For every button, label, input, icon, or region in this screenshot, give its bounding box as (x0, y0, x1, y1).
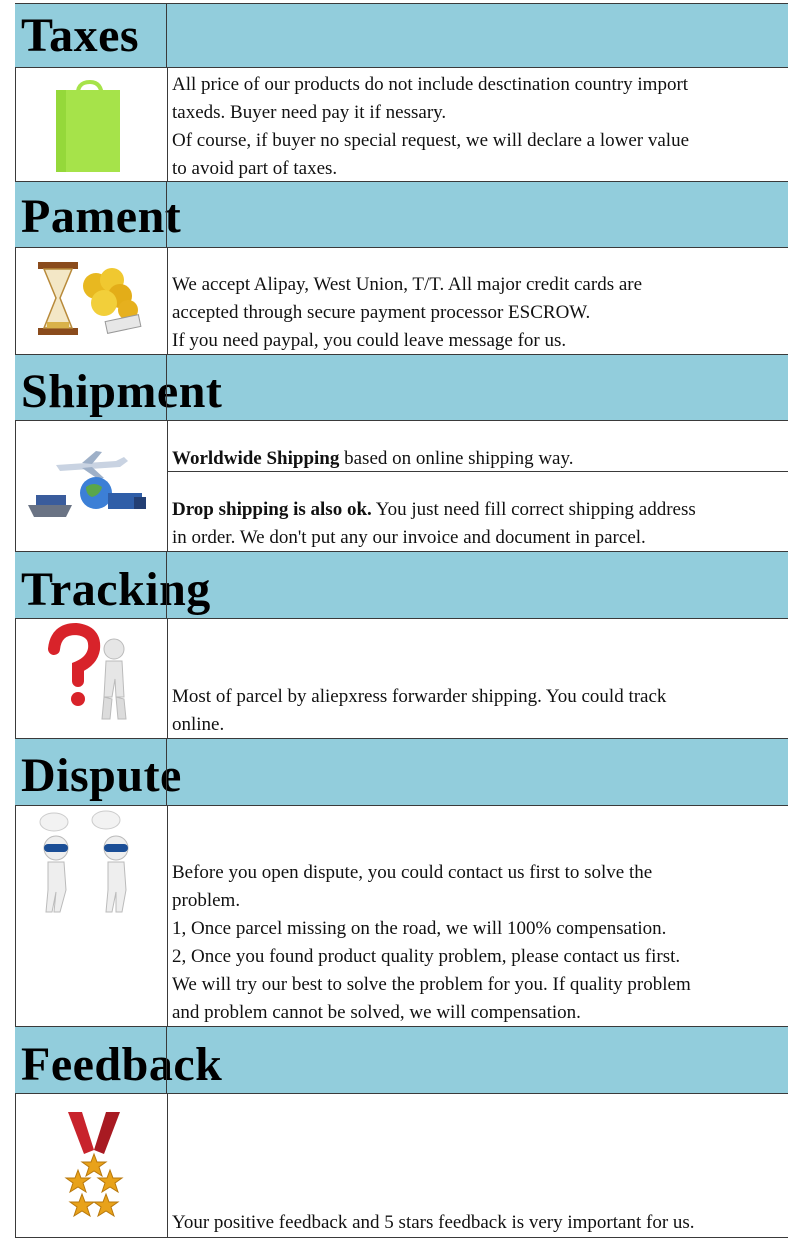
shipment-line-3: in order. We don't put any our invoice and document in parcel. (172, 527, 646, 548)
payment-line-3: If you need paypal, you could leave message for us. (172, 330, 567, 351)
dispute-line-3: 1, Once parcel missing on the road, we will 100% compensation. (172, 918, 667, 939)
shipment-line-2 (172, 496, 784, 524)
worldwide-shipping-text: based on online shipping way. (339, 448, 574, 469)
dispute-row (15, 806, 788, 1026)
dispute-line-2: problem. (172, 890, 241, 911)
taxes-header (15, 3, 788, 68)
taxes-title: Taxes (21, 9, 140, 62)
hourglass-coins-icon (16, 248, 167, 354)
question-person-icon (16, 619, 167, 738)
tracking-title: Tracking (21, 563, 211, 616)
worldwide-shipping-label: Worldwide Shipping (172, 448, 340, 469)
shopping-bag-icon (16, 68, 167, 181)
payment-line-1: We accept Alipay, West Union, T/T. All major credit cards are (172, 274, 643, 295)
dispute-line-4: 2, Once you found product quality problem, please contact us first. (172, 946, 681, 967)
payment-header (15, 181, 788, 248)
tracking-line-2: online. (172, 714, 225, 735)
medal-stars-icon (16, 1094, 167, 1237)
tracking-header (15, 551, 788, 619)
tracking-row (15, 619, 788, 738)
taxes-line-3: Of course, if buyer no special request, we will declare a lower value (172, 130, 690, 151)
dispute-line-6: and problem cannot be solved, we will compensation. (172, 1002, 581, 1023)
payment-title: Pament (21, 190, 182, 243)
tracking-line-1: Most of parcel by aliepxress forwarder shipping. You could track (172, 686, 667, 707)
feedback-line-1: Your positive feedback and 5 stars feedback is very important for us. (172, 1212, 695, 1233)
drop-shipping-label: Drop shipping is also ok. (172, 499, 372, 520)
taxes-line-4: to avoid part of taxes. (172, 158, 338, 179)
feedback-header (15, 1026, 788, 1094)
feedback-row (15, 1094, 788, 1238)
dispute-title: Dispute (21, 749, 182, 802)
payment-line-2: accepted through secure payment processor ESCROW. (172, 302, 591, 323)
shipment-row (15, 421, 788, 551)
drop-shipping-text: You just need fill correct shipping address (371, 499, 696, 520)
taxes-line-1: All price of our products do not include desctination country import (172, 74, 689, 95)
payment-row (15, 248, 788, 354)
feedback-title: Feedback (21, 1038, 223, 1091)
shipment-title: Shipment (21, 365, 223, 418)
shipment-line-1 (172, 445, 784, 473)
dispute-line-1: Before you open dispute, you could contact us first to solve the (172, 862, 653, 883)
taxes-row (15, 68, 788, 181)
dispute-line-5: We will try our best to solve the problem for you. If quality problem (172, 974, 691, 995)
plane-globe-icon (16, 421, 167, 551)
taxes-line-2: taxeds. Buyer need pay it if nessary. (172, 102, 447, 123)
shipment-header (15, 354, 788, 421)
people-talking-icon (16, 806, 167, 1026)
dispute-header (15, 738, 788, 806)
